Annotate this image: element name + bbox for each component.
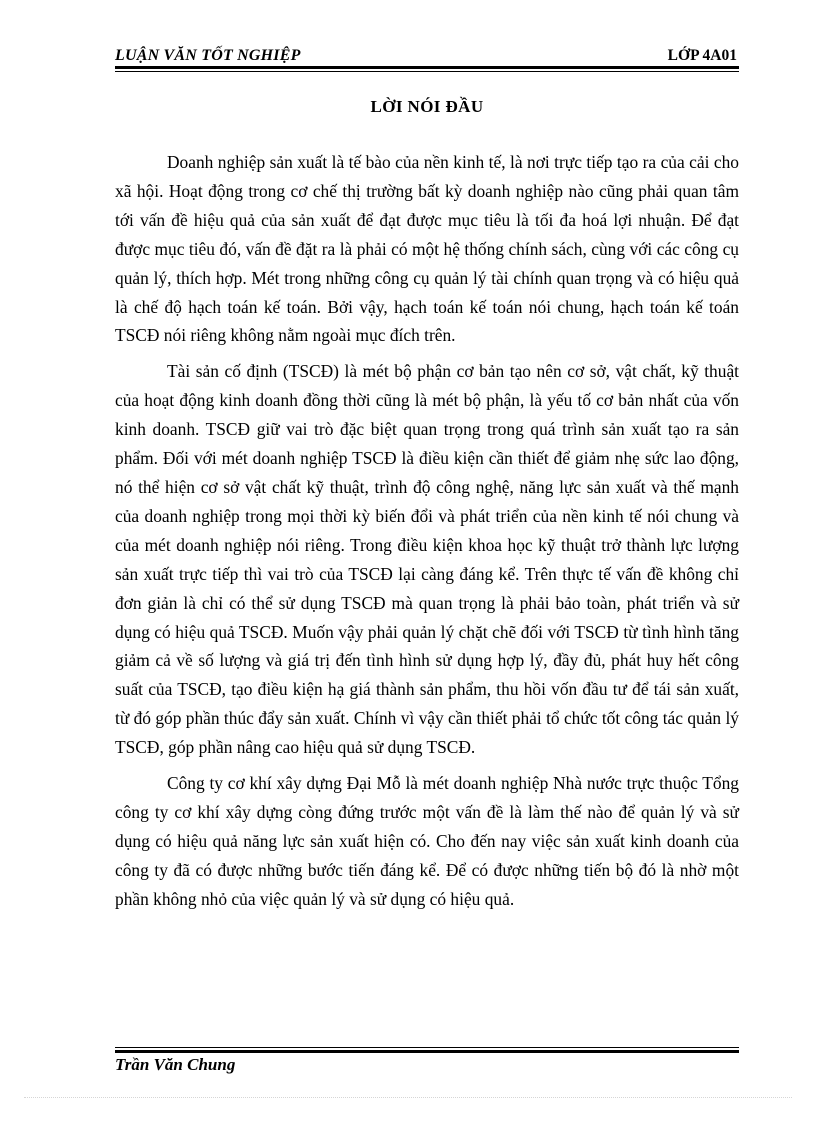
paragraph-3: Công ty cơ khí xây dựng Đại Mỗ là mét doanh nghiệp Nhà nước trực thuộc Tổng công ty cơ khí xây dựng còng đứng trước một vấn đề là làm thế nào để quản lý và sử dụng có hiệu quả năng lực sản xuất hiện có. Cho đến nay việc sản xuất kinh doanh của công ty đã có được những bước tiến đáng kể. Để có được những tiến bộ đó là nhờ một phần không nhỏ của việc quản lý và sử dụng có hiệu quả. [115,773,739,909]
header-thesis-label: LUẬN VĂN TỐT NGHIỆP [115,47,301,64]
header-rule-thin [115,71,739,72]
page-title: LỜI NÓI ĐẦU [370,97,484,116]
header-rule-thick [115,66,739,69]
footer-rule-thick [115,1050,739,1053]
page-bottom-dotted-line [24,1097,792,1098]
footer-rule-thin [115,1047,739,1048]
footer-author: Trần Văn Chung [115,1055,236,1074]
document-body [115,148,739,921]
header-class-label: LỚP 4A01 [667,47,737,64]
paragraph-2: Tài sản cố định (TSCĐ) là mét bộ phận cơ bản tạo nên cơ sở, vật chất, kỹ thuật của hoạt động kinh doanh đồng thời cũng là mét bộ phận, là yếu tố cơ bản nhất của vốn kinh doanh. TSCĐ giữ vai trò đặc biệt quan trọng trong quá trình sản xuất tạo ra sản phẩm. Đối với mét doanh nghiệp TSCĐ là điều kiện cần thiết để giảm nhẹ sức lao động, nó thể hiện cơ sở vật chất kỹ thuật, trình độ công nghệ, năng lực sản xuất và thế mạnh của doanh nghiệp trong mọi thời kỳ biến đổi và phát triển của nền kinh tế nói chung và của mét doanh nghiệp nói riêng. Trong điều kiện khoa học kỹ thuật trở thành lực lượng sản xuất trực tiếp thì vai trò của TSCĐ lại càng đáng kể. Trên thực tế vấn đề không chỉ đơn giản là chỉ có thể sử dụng TSCĐ mà quan trọng là phải bảo toàn, phát triển và sử dụng có hiệu quả TSCĐ. Muốn vậy phải quản lý chặt chẽ đối với TSCĐ từ tình hình tăng giảm cả về số lượng và giá trị đến tình hình sử dụng hợp lý, đầy đủ, phát huy hết công suất của TSCĐ, tạo điều kiện hạ giá thành sản phẩm, thu hồi vốn đầu tư để tái sản xuất, từ đó góp phần thúc đẩy sản xuất. Chính vì vậy cần thiết phải tổ chức tốt công tác quản lý TSCĐ, góp phần nâng cao hiệu quả sử dụng TSCĐ. [115,361,739,758]
paragraph-1: Doanh nghiệp sản xuất là tế bào của nền kinh tế, là nơi trực tiếp tạo ra của cải cho xã hội. Hoạt động trong cơ chế thị trường bất kỳ doanh nghiệp nào cũng phải quan tâm tới vấn đề hiệu quả của sản xuất để đạt được mục tiêu là tối đa hoá lợi nhuận. Để đạt được mục tiêu đó, vấn đề đặt ra là phải có một hệ thống chính sách, cùng với các công cụ quản lý, thích hợp. Mét trong những công cụ quản lý tài chính quan trọng và có hiệu quả là chế độ hạch toán kế toán. Bởi vậy, hạch toán kế toán nói chung, hạch toán kế toán TSCĐ nói riêng không nằm ngoài mục đích trên. [115,152,739,346]
page-header [115,44,739,66]
